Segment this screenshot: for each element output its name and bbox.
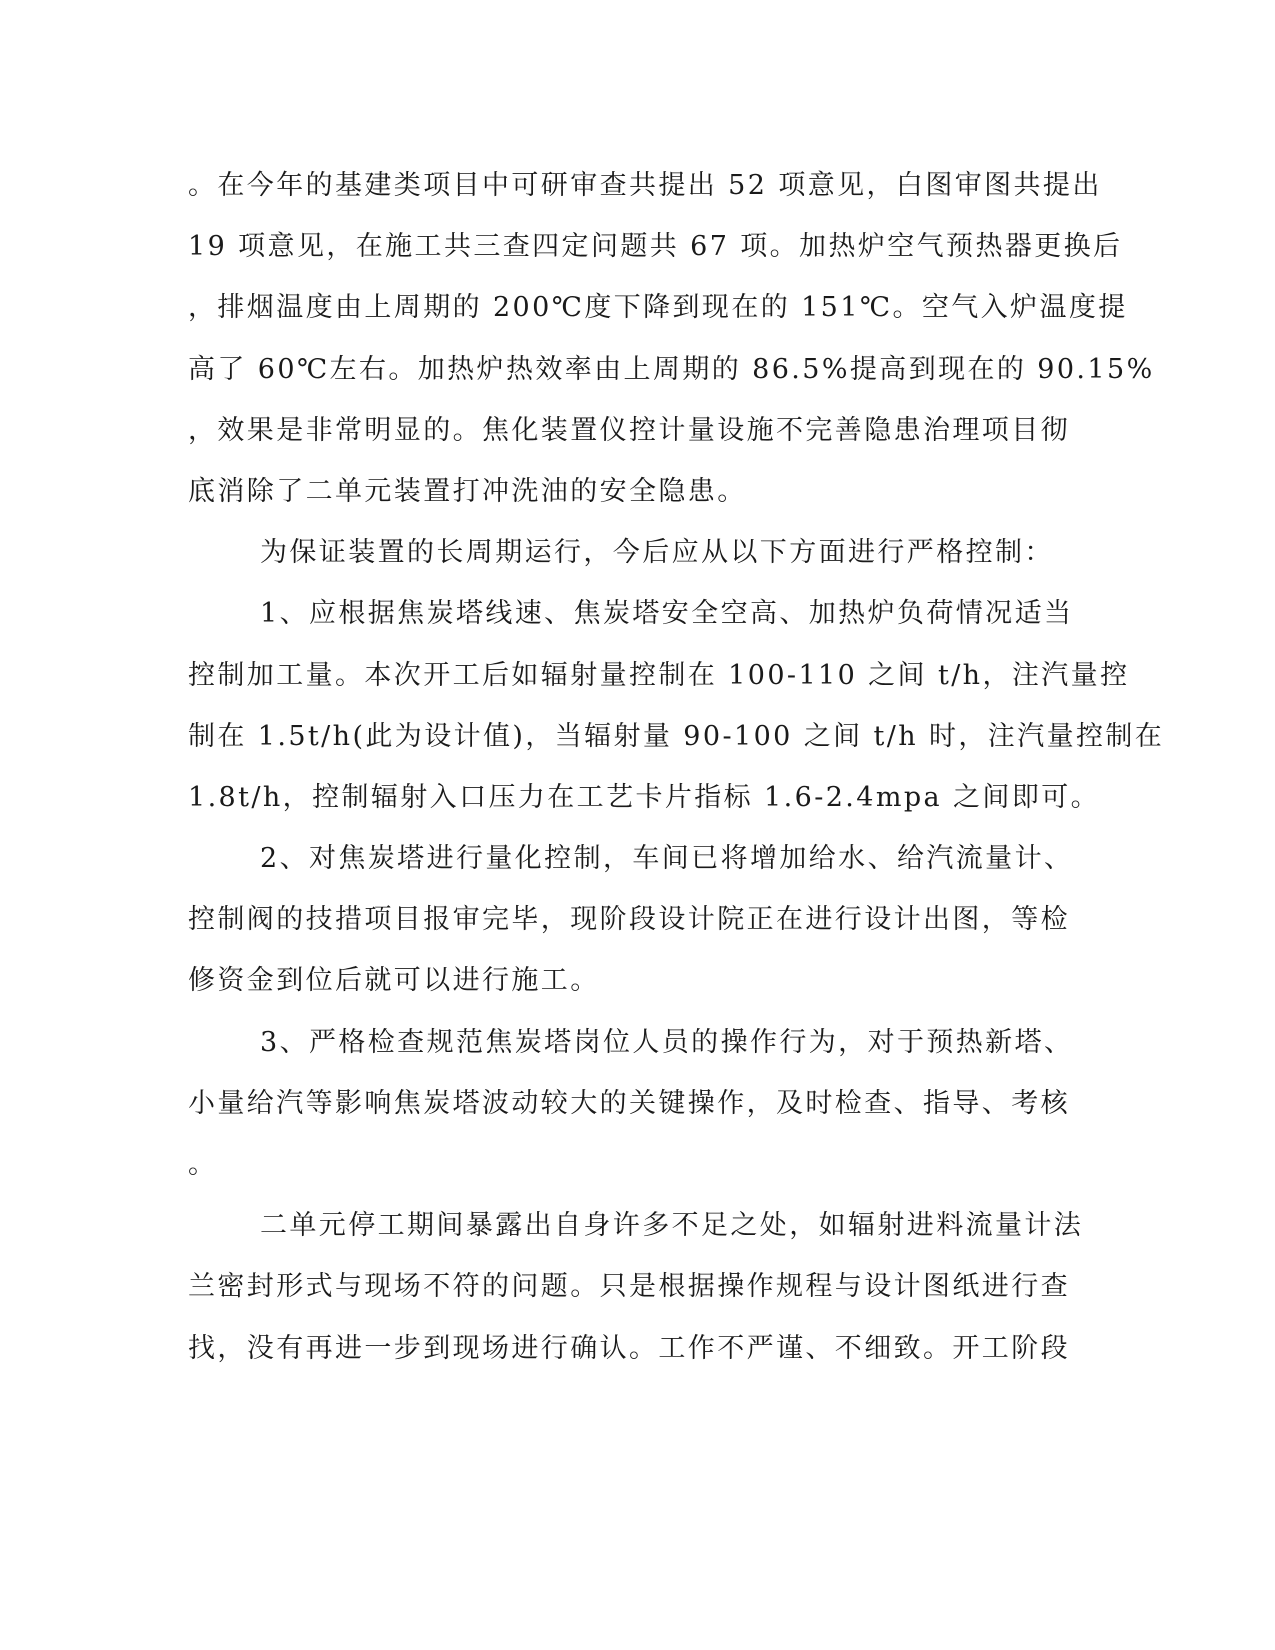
text-line: 控制阀的技措项目报审完毕，现阶段设计院正在进行设计出图，等检 [188, 904, 1070, 936]
text-line: 1、应根据焦炭塔线速、焦炭塔安全空高、加热炉负荷情况适当 [260, 598, 1074, 630]
text-line: 高了 60℃左右。加热炉热效率由上周期的 86.5%提高到现在的 90.15% [188, 353, 1155, 385]
text-line: 3、严格检查规范焦炭塔岗位人员的操作行为，对于预热新塔、 [260, 1026, 1074, 1058]
text-line: 。在今年的基建类项目中可研审查共提出 52 项意见，白图审图共提出 [188, 170, 1102, 201]
text-line: 1.8t/h，控制辐射入口压力在工艺卡片指标 1.6-2.4mpa 之间即可。 [188, 781, 1101, 813]
text-line: 修资金到位后就可以进行施工。 [188, 965, 600, 997]
text-line: 底消除了二单元装置打冲洗油的安全隐患。 [188, 475, 747, 507]
text-line: 。 [188, 1149, 218, 1180]
text-line: 为保证装置的长周期运行，今后应从以下方面进行严格控制： [260, 537, 1054, 569]
text-line: 找，没有再进一步到现场进行确认。工作不严谨、不细致。开工阶段 [188, 1332, 1070, 1364]
text-line: 19 项意见，在施工共三查四定问题共 67 项。加热炉空气预热器更换后 [188, 231, 1123, 263]
text-line: 2、对焦炭塔进行量化控制，车间已将增加给水、给汽流量计、 [260, 843, 1074, 875]
text-line: ，效果是非常明显的。焦化装置仪控计量设施不完善隐患治理项目彻 [188, 414, 1070, 446]
text-line: 小量给汽等影响焦炭塔波动较大的关键操作，及时检查、指导、考核 [188, 1087, 1070, 1119]
text-line: 控制加工量。本次开工后如辐射量控制在 100-110 之间 t/h，注汽量控 [188, 659, 1130, 691]
text-line: 兰密封形式与现场不符的问题。只是根据操作规程与设计图纸进行查 [188, 1271, 1070, 1303]
text-line: ，排烟温度由上周期的 200℃度下降到现在的 151℃。空气入炉温度提 [188, 292, 1128, 324]
text-line: 制在 1.5t/h(此为设计值)，当辐射量 90-100 之间 t/h 时，注汽量控制在 [188, 720, 1165, 752]
body-text [188, 155, 1165, 1379]
text-line: 二单元停工期间暴露出自身许多不足之处，如辐射进料流量计法 [260, 1210, 1084, 1242]
